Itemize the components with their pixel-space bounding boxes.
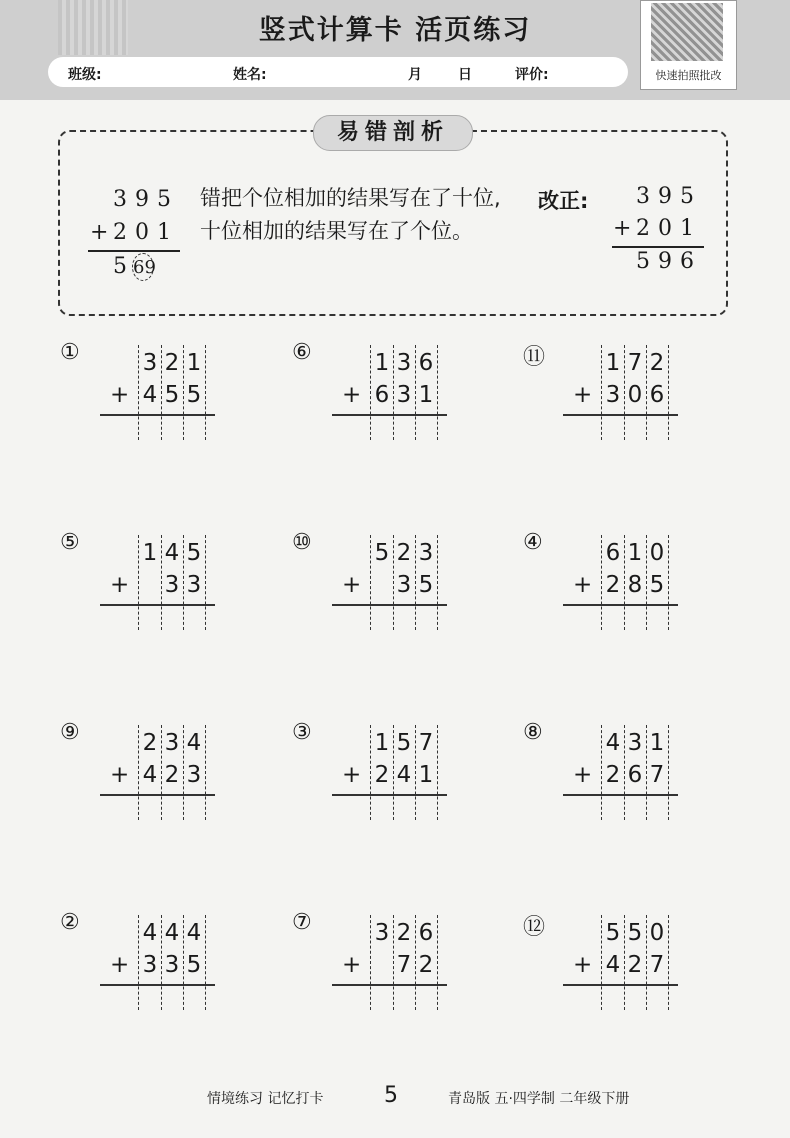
- problem: [523, 340, 733, 460]
- plus-sign: +: [573, 762, 593, 788]
- addend-top-digit: 3: [164, 730, 180, 756]
- answer-area[interactable]: [135, 988, 215, 1012]
- answer-area[interactable]: [598, 798, 678, 822]
- addend-bottom-digit: 3: [396, 572, 412, 598]
- answer-area[interactable]: [598, 608, 678, 632]
- sum-line: [100, 414, 215, 416]
- qr-caption: 快速拍照批改: [655, 69, 722, 82]
- addend-top-digit: 1: [374, 350, 390, 376]
- sum-line: [332, 604, 447, 606]
- problem-number: ⑪: [523, 345, 546, 370]
- addend-bottom-digit: 7: [649, 952, 665, 978]
- addend-bottom-digit: 5: [164, 382, 180, 408]
- addend-top-digit: 2: [142, 730, 158, 756]
- problem-number: ⑨: [60, 720, 80, 745]
- plus-sign: +: [342, 952, 362, 978]
- answer-area[interactable]: [135, 798, 215, 822]
- plus-sign: +: [342, 572, 362, 598]
- problem-number: ③: [292, 720, 312, 745]
- circled-digits: [132, 253, 154, 281]
- addend-top-digit: 3: [374, 920, 390, 946]
- sum-line: [563, 984, 678, 986]
- addend-top-digit: 2: [164, 350, 180, 376]
- answer-area[interactable]: [367, 988, 447, 1012]
- answer-area[interactable]: [598, 988, 678, 1012]
- plus-sign: +: [110, 572, 130, 598]
- qr-code[interactable]: [640, 0, 737, 90]
- addend-bottom-digit: 5: [418, 572, 434, 598]
- problem-number: ⑦: [292, 910, 312, 935]
- month-label: 月: [408, 67, 422, 83]
- addend-top-digit: 1: [374, 730, 390, 756]
- error-note: 错把个位相加的结果写在了十位,十位相加的结果写在了个位。: [200, 186, 501, 243]
- addend-bottom-digit: 1: [418, 762, 434, 788]
- fixed-result: 596: [636, 249, 702, 274]
- class-label: 班级:: [68, 67, 102, 83]
- footer-left: 情境练习 记忆打卡: [207, 1091, 324, 1107]
- addend-bottom-digit: 3: [142, 952, 158, 978]
- addend-top-digit: 5: [396, 730, 412, 756]
- addend-bottom-digit: 4: [142, 762, 158, 788]
- wrong-sign: +: [90, 220, 117, 245]
- wrong-result-prefix: 5: [113, 254, 127, 279]
- addend-top-digit: 4: [164, 540, 180, 566]
- addend-top-digit: 2: [396, 920, 412, 946]
- plus-sign: +: [342, 382, 362, 408]
- addend-top-digit: 1: [627, 540, 643, 566]
- wrong-top: 395: [113, 187, 179, 212]
- sum-line: [563, 414, 678, 416]
- addend-top-digit: 2: [396, 540, 412, 566]
- circled-digits-text: 69: [133, 257, 156, 278]
- addend-bottom-digit: 4: [396, 762, 412, 788]
- addend-top-digit: 7: [418, 730, 434, 756]
- addend-bottom-digit: 7: [649, 762, 665, 788]
- answer-area[interactable]: [367, 608, 447, 632]
- fixed-bottom: 201: [636, 216, 702, 241]
- addend-bottom-digit: 3: [186, 572, 202, 598]
- problem-number: ⑤: [60, 530, 80, 555]
- addend-bottom-digit: 4: [605, 952, 621, 978]
- addend-bottom-digit: 5: [186, 952, 202, 978]
- problem-number: ②: [60, 910, 80, 935]
- problem: [60, 340, 270, 460]
- problem-number: ⑩: [292, 530, 312, 555]
- addend-bottom-digit: 5: [649, 572, 665, 598]
- sum-line: [332, 794, 447, 796]
- error-analysis-title: 易错剖析: [313, 115, 473, 151]
- addend-bottom-digit: 2: [605, 762, 621, 788]
- addend-bottom-digit: 2: [627, 952, 643, 978]
- name-label: 姓名:: [233, 67, 267, 83]
- page-title: 竖式计算卡 活页练习: [258, 15, 532, 46]
- problem-number: ⑫: [523, 915, 546, 940]
- problem: [60, 720, 270, 840]
- plus-sign: +: [573, 952, 593, 978]
- answer-area[interactable]: [598, 418, 678, 442]
- problem: [292, 340, 502, 460]
- wrong-bottom: 201: [113, 220, 179, 245]
- fixed-top: 395: [636, 184, 702, 209]
- plus-sign: +: [573, 572, 593, 598]
- addend-top-digit: 5: [186, 540, 202, 566]
- addend-bottom-digit: 2: [605, 572, 621, 598]
- sum-line: [563, 794, 678, 796]
- addend-top-digit: 0: [649, 540, 665, 566]
- student-info-bar: [48, 57, 628, 87]
- footer-right: 青岛版 五·四学制 二年级下册: [448, 1091, 630, 1107]
- plus-sign: +: [110, 952, 130, 978]
- problem: [523, 720, 733, 840]
- addend-top-digit: 1: [605, 350, 621, 376]
- addend-bottom-digit: 3: [605, 382, 621, 408]
- problem-number: ⑥: [292, 340, 312, 365]
- addend-bottom-digit: 3: [396, 382, 412, 408]
- addend-top-digit: 4: [164, 920, 180, 946]
- fixed-sum-line: [612, 246, 704, 248]
- addend-bottom-digit: 2: [374, 762, 390, 788]
- correction-label: 改正:: [538, 189, 589, 213]
- addend-top-digit: 5: [605, 920, 621, 946]
- evaluation-label: 评价:: [515, 67, 549, 83]
- addend-top-digit: 6: [418, 350, 434, 376]
- addend-top-digit: 3: [142, 350, 158, 376]
- problem: [292, 910, 502, 1030]
- addend-top-digit: 4: [186, 730, 202, 756]
- addend-bottom-digit: 6: [627, 762, 643, 788]
- wrong-result: [113, 253, 154, 281]
- addend-top-digit: 0: [649, 920, 665, 946]
- plus-sign: +: [110, 762, 130, 788]
- addend-top-digit: 3: [627, 730, 643, 756]
- addend-top-digit: 6: [418, 920, 434, 946]
- fixed-sign: +: [613, 216, 640, 241]
- problem-number: ①: [60, 340, 80, 365]
- sum-line: [100, 984, 215, 986]
- addend-top-digit: 1: [649, 730, 665, 756]
- problem: [292, 530, 502, 650]
- addend-top-digit: 6: [605, 540, 621, 566]
- addend-top-digit: 7: [627, 350, 643, 376]
- addend-top-digit: 4: [142, 920, 158, 946]
- addend-bottom-digit: 2: [164, 762, 180, 788]
- addend-bottom-digit: 2: [418, 952, 434, 978]
- addend-top-digit: 1: [142, 540, 158, 566]
- plus-sign: +: [342, 762, 362, 788]
- day-label: 日: [458, 67, 472, 83]
- header-band: [0, 0, 790, 100]
- addend-top-digit: 2: [649, 350, 665, 376]
- addend-bottom-digit: 8: [627, 572, 643, 598]
- answer-area[interactable]: [135, 608, 215, 632]
- addend-top-digit: 4: [186, 920, 202, 946]
- sum-line: [563, 604, 678, 606]
- addend-top-digit: 4: [605, 730, 621, 756]
- addend-top-digit: 1: [186, 350, 202, 376]
- qr-code-pattern: [651, 3, 723, 61]
- addend-top-digit: 5: [374, 540, 390, 566]
- problem: [292, 720, 502, 840]
- addend-bottom-digit: 4: [142, 382, 158, 408]
- addend-bottom-digit: 3: [164, 572, 180, 598]
- addend-bottom-digit: 3: [186, 762, 202, 788]
- sum-line: [332, 414, 447, 416]
- problem: [523, 910, 733, 1030]
- answer-area[interactable]: [367, 418, 447, 442]
- sum-line: [332, 984, 447, 986]
- addend-top-digit: 3: [418, 540, 434, 566]
- addend-bottom-digit: 3: [164, 952, 180, 978]
- sum-line: [100, 794, 215, 796]
- addend-bottom-digit: 6: [649, 382, 665, 408]
- addend-bottom-digit: 7: [396, 952, 412, 978]
- problem: [523, 530, 733, 650]
- plus-sign: +: [110, 382, 130, 408]
- addend-bottom-digit: 1: [418, 382, 434, 408]
- plus-sign: +: [573, 382, 593, 408]
- answer-area[interactable]: [367, 798, 447, 822]
- problem-number: ④: [523, 530, 543, 555]
- problem: [60, 530, 270, 650]
- addend-top-digit: 3: [396, 350, 412, 376]
- answer-area[interactable]: [135, 418, 215, 442]
- wrong-sum-line: [88, 250, 180, 252]
- page-number: 5: [384, 1083, 398, 1108]
- addend-top-digit: 5: [627, 920, 643, 946]
- addend-bottom-digit: 0: [627, 382, 643, 408]
- sum-line: [100, 604, 215, 606]
- addend-bottom-digit: 5: [186, 382, 202, 408]
- problem: [60, 910, 270, 1030]
- problem-number: ⑧: [523, 720, 543, 745]
- addend-bottom-digit: 6: [374, 382, 390, 408]
